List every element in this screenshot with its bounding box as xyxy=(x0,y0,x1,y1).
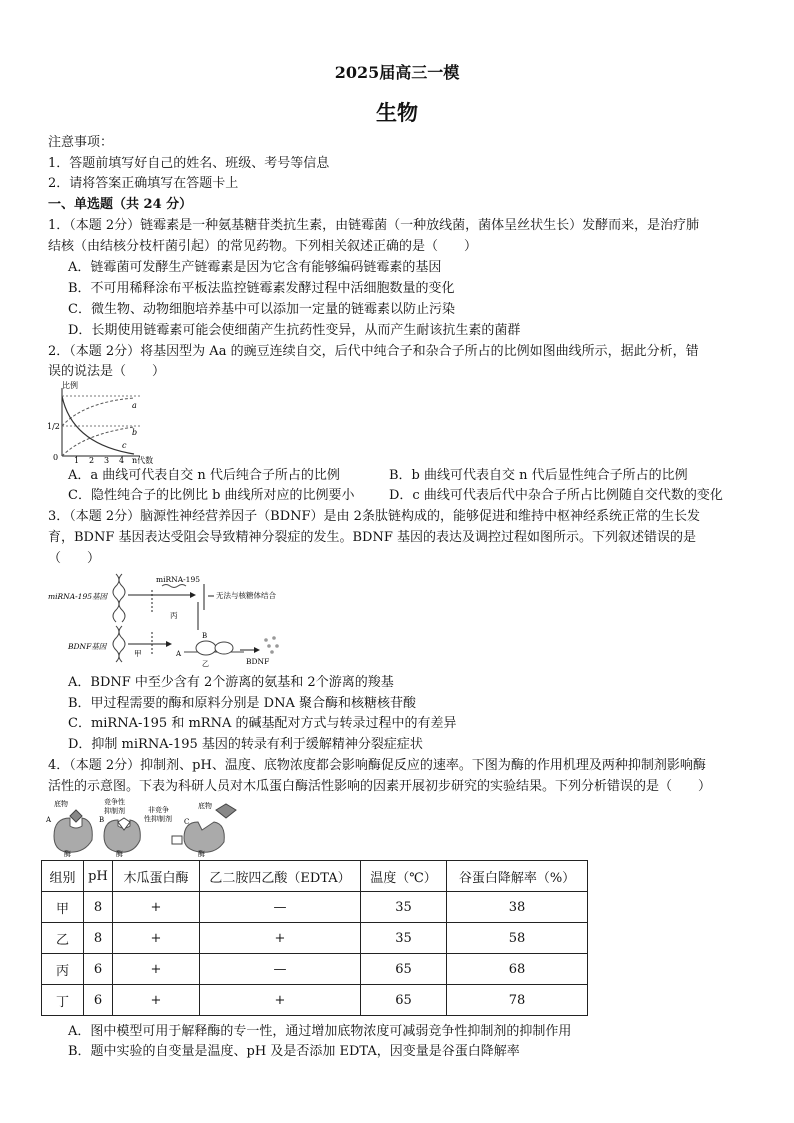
protein-dot xyxy=(272,636,276,640)
arrowhead xyxy=(190,592,196,598)
notes-heading: 注意事项： xyxy=(48,135,114,150)
mirna-dna-helix xyxy=(119,574,125,622)
enzyme-icon xyxy=(54,818,92,852)
q3-stem-cont: （ ） xyxy=(48,551,101,566)
table-cell: 78 xyxy=(447,985,588,1016)
no-binding-label: 无法与核糖体结合 xyxy=(216,591,276,600)
mirna-label: miRNA-195 xyxy=(156,575,200,584)
graph-xlabel: n代数 xyxy=(132,456,154,465)
q4-option-a: A．图中模型可用于解释酶的专一性，通过增加底物浓度可减弱竞争性抑制剂的抑制作用 xyxy=(68,1024,572,1039)
table-header-row xyxy=(42,861,588,892)
process-yi: 乙 xyxy=(202,660,209,668)
table-cell: 68 xyxy=(447,954,588,985)
q2-option-d: D．c 曲线可代表后代中杂合子所占比例随自交代数的变化 xyxy=(389,488,723,503)
q4-stem: 4．（本题 2分）抑制剂、pH、温度、底物浓度都会影响酶促反应的速率。下图为酶的作用机理及两种抑制剂影响酶 xyxy=(48,758,706,773)
table-cell: 38 xyxy=(447,892,588,923)
table-cell: 35 xyxy=(361,923,447,954)
table-row xyxy=(42,892,588,923)
table-cell: 8 xyxy=(84,923,113,954)
table-cell: — xyxy=(200,954,361,985)
table-cell: 甲 xyxy=(42,892,84,923)
bdnf-gene-label: BDNF基因 xyxy=(68,642,107,651)
q2-option-a: A．a 曲线可代表自交 n 代后纯合子所占的比例 xyxy=(68,468,340,483)
enzyme-label: 酶 xyxy=(198,850,205,858)
column-header: 木瓜蛋白酶 xyxy=(113,861,200,892)
mirna-strand xyxy=(162,585,186,588)
q1-option-d: D．长期使用链霉素可能会使细菌产生抗药性变异，从而产生耐该抗生素的菌群 xyxy=(68,323,521,338)
column-header: 谷蛋白降解率（%） xyxy=(447,861,588,892)
q1-option-b: B．不可用稀释涂布平板法监控链霉素发酵过程中活细胞数量的变化 xyxy=(68,281,455,296)
q2-ratio-graph xyxy=(44,380,174,465)
column-header: 组别 xyxy=(42,861,84,892)
ribosome-icon xyxy=(196,641,216,655)
graph-xtick: 1 xyxy=(74,456,80,465)
q4-stem-cont: 活性的示意图。下表为科研人员对木瓜蛋白酶活性影响的因素开展初步研究的实验结果。下列分析错误的是（ ） xyxy=(48,779,712,794)
label-c: C xyxy=(184,818,190,826)
arrowhead xyxy=(254,647,260,653)
arrowhead xyxy=(166,641,172,647)
q3-option-d: D．抑制 miRNA-195 基因的转录有利于缓解精神分裂症症状 xyxy=(68,737,423,752)
graph-ytick: 1/2 xyxy=(47,422,60,431)
table-cell: + xyxy=(113,923,200,954)
process-jia: 甲 xyxy=(134,649,142,658)
column-header: pH xyxy=(84,861,113,892)
table-cell: + xyxy=(113,954,200,985)
graph-ylabel: 比例 xyxy=(62,381,78,390)
q3-option-b: B．甲过程需要的酶和原料分别是 DNA 聚合酶和核糖核苷酸 xyxy=(68,696,417,711)
ribosome-icon xyxy=(215,642,233,654)
table-row xyxy=(42,923,588,954)
table-cell: + xyxy=(200,985,361,1016)
table-cell: 58 xyxy=(447,923,588,954)
label-b: B xyxy=(99,816,105,824)
protein-dot xyxy=(275,644,279,648)
protein-dot xyxy=(264,638,268,642)
table-cell: 丙 xyxy=(42,954,84,985)
label-b: B xyxy=(202,632,208,640)
q4-option-b: B．题中实验的自变量是温度、pH 及是否添加 EDTA，因变量是谷蛋白降解率 xyxy=(68,1044,520,1059)
subject-title: 生物 xyxy=(376,100,418,125)
q3-stem-cont: 育，BDNF 基因表达受阻会导致精神分裂症的发生。BDNF 基因的表达及调控过程如图所示。下列叙述错误的是 xyxy=(48,530,697,545)
bdnf-dna-helix xyxy=(113,626,119,662)
q2-option-c: C．隐性纯合子的比例比 b 曲线所对应的比例要小 xyxy=(68,488,355,503)
table-cell: + xyxy=(200,923,361,954)
mirna-gene-label: miRNA-195基因 xyxy=(48,592,107,601)
process-bing: 丙 xyxy=(170,611,178,620)
mirna-dna-helix xyxy=(113,574,119,622)
table-cell: 8 xyxy=(84,892,113,923)
enzyme-icon xyxy=(184,822,224,852)
table-cell: 乙 xyxy=(42,923,84,954)
table-cell: 6 xyxy=(84,985,113,1016)
noncompetitive-inhibitor-icon xyxy=(172,836,182,844)
label-a: A xyxy=(46,816,52,824)
table-cell: 丁 xyxy=(42,985,84,1016)
exam-title: 2025届高三一模 xyxy=(334,63,460,82)
q1-stem: 1．（本题 2分）链霉素是一种氨基糖苷类抗生素，由链霉菌（一种放线菌，菌体呈丝状生长）发酵而来，是治疗肺 xyxy=(48,218,700,233)
column-header: 温度（℃） xyxy=(361,861,447,892)
substrate-label: 底物 xyxy=(54,800,68,808)
enzyme-label: 酶 xyxy=(116,850,123,858)
noncompetitive-label: 性抑制剂 xyxy=(144,815,172,823)
column-header: 乙二胺四乙酸（EDTA） xyxy=(200,861,361,892)
q2-stem-cont: 误的说法是（ ） xyxy=(48,364,166,379)
table-cell: 6 xyxy=(84,954,113,985)
bdnf-dna-helix xyxy=(119,626,125,662)
graph-xtick: 4 xyxy=(119,456,125,465)
note-item: 2．请将答案正确填写在答题卡上 xyxy=(48,176,239,191)
q3-regulation-diagram xyxy=(44,570,284,670)
protein-dot xyxy=(270,650,274,654)
substrate-label: 底物 xyxy=(198,802,212,810)
competitive-label: 抑制剂 xyxy=(104,807,125,815)
q4-enzyme-diagram xyxy=(44,796,244,858)
table-cell: + xyxy=(113,985,200,1016)
q3-option-a: A．BDNF 中至少含有 2个游离的氨基和 2个游离的羧基 xyxy=(68,675,394,690)
table-cell: + xyxy=(113,892,200,923)
curve-c-label: c xyxy=(122,441,127,450)
bdnf-protein-label: BDNF xyxy=(246,657,270,666)
table-cell: — xyxy=(200,892,361,923)
note-item: 1．答题前填写好自己的姓名、班级、考号等信息 xyxy=(48,156,330,171)
noncompetitive-label: 非竞争 xyxy=(148,806,169,814)
table-row xyxy=(42,985,588,1016)
enzyme-label: 酶 xyxy=(64,850,71,858)
curve-b-label: b xyxy=(132,428,138,437)
q2-option-b: B．b 曲线可代表自交 n 代后显性纯合子所占的比例 xyxy=(389,468,688,483)
section-heading: 一、单选题（共 24 分） xyxy=(48,197,193,212)
substrate-icon xyxy=(70,810,82,822)
label-a: A xyxy=(176,650,182,658)
table-cell: 35 xyxy=(361,892,447,923)
table-cell: 65 xyxy=(361,985,447,1016)
protein-dot xyxy=(267,644,271,648)
q1-option-c: C．微生物、动物细胞培养基中可以添加一定量的链霉素以防止污染 xyxy=(68,302,455,317)
table-cell: 65 xyxy=(361,954,447,985)
graph-origin: 0 xyxy=(53,453,59,462)
table-row xyxy=(42,954,588,985)
curve-a-label: a xyxy=(132,401,137,410)
q1-option-a: A．链霉菌可发酵生产链霉素是因为它含有能够编码链霉素的基因 xyxy=(68,260,442,275)
enzyme-data-table xyxy=(41,860,588,1016)
q3-stem: 3．（本题 2分）脑源性神经营养因子（BDNF）是由 2条肽链构成的，能够促进和维持中枢神经系统正常的生长发 xyxy=(48,509,700,524)
graph-xtick: 3 xyxy=(104,456,110,465)
graph-xtick: 2 xyxy=(89,456,95,465)
competitive-label: 竞争性 xyxy=(104,798,125,806)
q1-stem-cont: 结核（由结核分枝杆菌引起）的常见药物。下列相关叙述正确的是（ ） xyxy=(48,239,478,254)
q2-stem: 2．（本题 2分）将基因型为 Aa 的豌豆连续自交，后代中纯合子和杂合子所占的比例如图曲线所示，据此分析，错 xyxy=(48,344,699,359)
substrate-icon xyxy=(216,804,236,818)
q3-option-c: C．miRNA-195 和 mRNA 的碱基配对方式与转录过程中的有差异 xyxy=(68,716,457,731)
